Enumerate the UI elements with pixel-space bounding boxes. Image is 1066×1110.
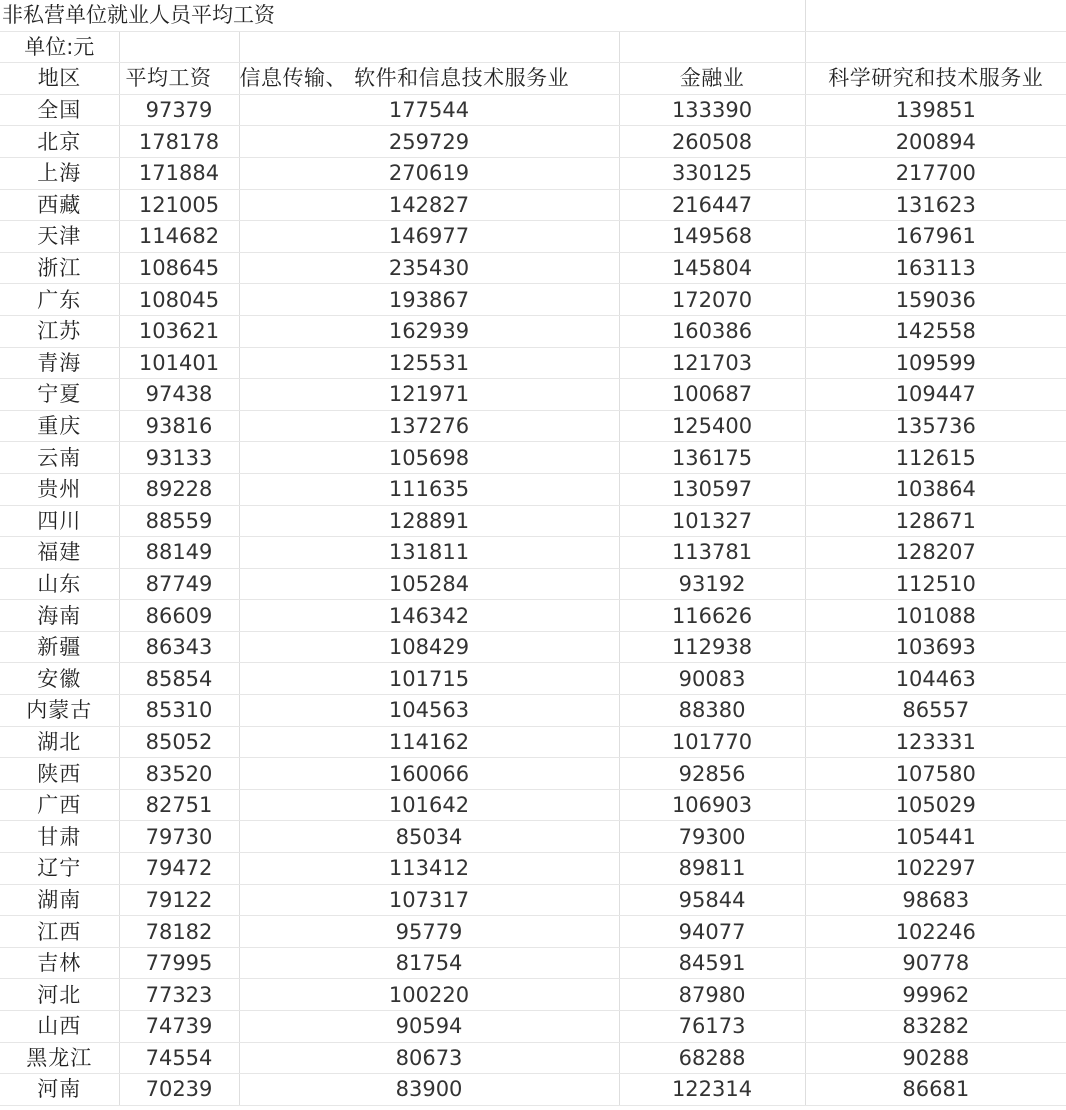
finance-cell[interactable]: 92856	[619, 758, 805, 790]
average-wage-cell[interactable]: 114682	[119, 221, 239, 253]
science-tech-cell[interactable]: 139851	[805, 94, 1066, 126]
finance-cell[interactable]: 122314	[619, 1074, 805, 1106]
average-wage-cell[interactable]: 108045	[119, 284, 239, 316]
science-tech-cell[interactable]: 159036	[805, 284, 1066, 316]
finance-cell[interactable]: 106903	[619, 789, 805, 821]
average-wage-cell[interactable]: 85854	[119, 663, 239, 695]
finance-cell[interactable]: 93192	[619, 568, 805, 600]
table-row	[0, 663, 1066, 695]
average-wage-cell[interactable]: 79472	[119, 853, 239, 885]
region-cell[interactable]: 宁夏	[0, 379, 119, 411]
science-tech-cell[interactable]: 128207	[805, 537, 1066, 569]
science-tech-cell[interactable]: 200894	[805, 126, 1066, 158]
table-row	[0, 631, 1066, 663]
region-cell[interactable]: 山东	[0, 568, 119, 600]
average-wage-cell[interactable]: 74739	[119, 1011, 239, 1043]
region-cell[interactable]: 四川	[0, 505, 119, 537]
table-row	[0, 94, 1066, 126]
region-cell[interactable]: 贵州	[0, 473, 119, 505]
finance-cell[interactable]: 136175	[619, 442, 805, 474]
unit-row	[0, 31, 1066, 63]
table-row	[0, 473, 1066, 505]
it-services-cell[interactable]: 121971	[239, 379, 619, 411]
science-tech-cell[interactable]: 112615	[805, 442, 1066, 474]
table-row	[0, 537, 1066, 569]
finance-cell[interactable]: 94077	[619, 916, 805, 948]
table-row	[0, 853, 1066, 885]
finance-cell[interactable]: 133390	[619, 94, 805, 126]
empty-cell[interactable]	[805, 31, 1066, 63]
science-tech-cell[interactable]: 101088	[805, 600, 1066, 632]
header-science-tech[interactable]: 科学研究和技术服务业	[805, 63, 1066, 95]
average-wage-cell[interactable]: 97438	[119, 379, 239, 411]
it-services-cell[interactable]: 259729	[239, 126, 619, 158]
header-it-services[interactable]: 信息传输、 软件和信息技术服务业	[239, 63, 619, 95]
it-services-cell[interactable]: 177544	[239, 94, 619, 126]
finance-cell[interactable]: 112938	[619, 631, 805, 663]
it-services-cell[interactable]: 104563	[239, 695, 619, 727]
finance-cell[interactable]: 149568	[619, 221, 805, 253]
it-services-cell[interactable]: 101715	[239, 663, 619, 695]
table-row	[0, 1042, 1066, 1074]
region-cell[interactable]: 福建	[0, 537, 119, 569]
region-cell[interactable]: 河南	[0, 1074, 119, 1106]
header-finance[interactable]: 金融业	[619, 63, 805, 95]
finance-cell[interactable]: 216447	[619, 189, 805, 221]
it-services-cell[interactable]: 146977	[239, 221, 619, 253]
science-tech-cell[interactable]: 112510	[805, 568, 1066, 600]
it-services-cell[interactable]: 125531	[239, 347, 619, 379]
table-row	[0, 379, 1066, 411]
region-cell[interactable]: 云南	[0, 442, 119, 474]
science-tech-cell[interactable]: 90778	[805, 947, 1066, 979]
region-cell[interactable]: 江西	[0, 916, 119, 948]
it-services-cell[interactable]: 90594	[239, 1011, 619, 1043]
header-average-wage[interactable]: 平均工资	[119, 63, 239, 95]
science-tech-cell[interactable]: 109599	[805, 347, 1066, 379]
it-services-cell[interactable]: 105698	[239, 442, 619, 474]
it-services-cell[interactable]: 235430	[239, 252, 619, 284]
table-row	[0, 284, 1066, 316]
science-tech-cell[interactable]: 128671	[805, 505, 1066, 537]
table-row	[0, 695, 1066, 727]
table-row	[0, 157, 1066, 189]
table-row	[0, 505, 1066, 537]
average-wage-cell[interactable]: 70239	[119, 1074, 239, 1106]
finance-cell[interactable]: 87980	[619, 979, 805, 1011]
science-tech-cell[interactable]: 107580	[805, 758, 1066, 790]
science-tech-cell[interactable]: 86557	[805, 695, 1066, 727]
finance-cell[interactable]: 88380	[619, 695, 805, 727]
science-tech-cell[interactable]: 104463	[805, 663, 1066, 695]
empty-cell[interactable]	[805, 0, 1066, 31]
science-tech-cell[interactable]: 167961	[805, 221, 1066, 253]
table-row	[0, 126, 1066, 158]
empty-cell[interactable]	[619, 0, 805, 31]
science-tech-cell[interactable]: 86681	[805, 1074, 1066, 1106]
region-cell[interactable]: 广东	[0, 284, 119, 316]
science-tech-cell[interactable]: 105029	[805, 789, 1066, 821]
table-row	[0, 252, 1066, 284]
science-tech-cell[interactable]: 83282	[805, 1011, 1066, 1043]
average-wage-cell[interactable]: 101401	[119, 347, 239, 379]
science-tech-cell[interactable]: 102297	[805, 853, 1066, 885]
table-row	[0, 600, 1066, 632]
average-wage-cell[interactable]: 88559	[119, 505, 239, 537]
finance-cell[interactable]: 79300	[619, 821, 805, 853]
header-region[interactable]: 地区	[0, 63, 119, 95]
table-row	[0, 410, 1066, 442]
sheet-title[interactable]: 非私营单位就业人员平均工资	[0, 0, 619, 31]
region-cell[interactable]: 天津	[0, 221, 119, 253]
it-services-cell[interactable]: 137276	[239, 410, 619, 442]
it-services-cell[interactable]: 95779	[239, 916, 619, 948]
science-tech-cell[interactable]: 103864	[805, 473, 1066, 505]
average-wage-cell[interactable]: 79730	[119, 821, 239, 853]
science-tech-cell[interactable]: 142558	[805, 315, 1066, 347]
science-tech-cell[interactable]: 105441	[805, 821, 1066, 853]
average-wage-cell[interactable]: 85052	[119, 726, 239, 758]
average-wage-cell[interactable]: 77323	[119, 979, 239, 1011]
finance-cell[interactable]: 160386	[619, 315, 805, 347]
it-services-cell[interactable]: 193867	[239, 284, 619, 316]
table-row	[0, 1011, 1066, 1043]
finance-cell[interactable]: 121703	[619, 347, 805, 379]
it-services-cell[interactable]: 128891	[239, 505, 619, 537]
finance-cell[interactable]: 90083	[619, 663, 805, 695]
table-row	[0, 347, 1066, 379]
science-tech-cell[interactable]: 98683	[805, 884, 1066, 916]
it-services-cell[interactable]: 114162	[239, 726, 619, 758]
region-cell[interactable]: 新疆	[0, 631, 119, 663]
average-wage-cell[interactable]: 88149	[119, 537, 239, 569]
average-wage-cell[interactable]: 86609	[119, 600, 239, 632]
average-wage-cell[interactable]: 86343	[119, 631, 239, 663]
table-row	[0, 821, 1066, 853]
it-services-cell[interactable]: 85034	[239, 821, 619, 853]
region-cell[interactable]: 河北	[0, 979, 119, 1011]
average-wage-cell[interactable]: 93133	[119, 442, 239, 474]
finance-cell[interactable]: 113781	[619, 537, 805, 569]
science-tech-cell[interactable]: 99962	[805, 979, 1066, 1011]
empty-cell[interactable]	[119, 31, 239, 63]
table-row	[0, 947, 1066, 979]
science-tech-cell[interactable]: 102246	[805, 916, 1066, 948]
region-cell[interactable]: 陕西	[0, 758, 119, 790]
finance-cell[interactable]: 330125	[619, 157, 805, 189]
it-services-cell[interactable]: 101642	[239, 789, 619, 821]
average-wage-cell[interactable]: 74554	[119, 1042, 239, 1074]
finance-cell[interactable]: 101770	[619, 726, 805, 758]
empty-cell[interactable]	[239, 31, 619, 63]
finance-cell[interactable]: 125400	[619, 410, 805, 442]
it-services-cell[interactable]: 160066	[239, 758, 619, 790]
table-row	[0, 1074, 1066, 1106]
table-row	[0, 315, 1066, 347]
it-services-cell[interactable]: 162939	[239, 315, 619, 347]
table-row	[0, 442, 1066, 474]
average-wage-cell[interactable]: 89228	[119, 473, 239, 505]
finance-cell[interactable]: 101327	[619, 505, 805, 537]
finance-cell[interactable]: 260508	[619, 126, 805, 158]
science-tech-cell[interactable]: 103693	[805, 631, 1066, 663]
average-wage-cell[interactable]: 78182	[119, 916, 239, 948]
average-wage-cell[interactable]: 121005	[119, 189, 239, 221]
average-wage-cell[interactable]: 103621	[119, 315, 239, 347]
table-row	[0, 726, 1066, 758]
science-tech-cell[interactable]: 109447	[805, 379, 1066, 411]
average-wage-cell[interactable]: 97379	[119, 94, 239, 126]
region-cell[interactable]: 青海	[0, 347, 119, 379]
finance-cell[interactable]: 100687	[619, 379, 805, 411]
average-wage-cell[interactable]: 171884	[119, 157, 239, 189]
title-row	[0, 0, 1066, 31]
table-row	[0, 789, 1066, 821]
region-cell[interactable]: 安徽	[0, 663, 119, 695]
region-cell[interactable]: 黑龙江	[0, 1042, 119, 1074]
region-cell[interactable]: 广西	[0, 789, 119, 821]
table-row	[0, 221, 1066, 253]
table-row	[0, 758, 1066, 790]
average-wage-cell[interactable]: 87749	[119, 568, 239, 600]
science-tech-cell[interactable]: 90288	[805, 1042, 1066, 1074]
average-wage-cell[interactable]: 108645	[119, 252, 239, 284]
table-row	[0, 568, 1066, 600]
region-cell[interactable]: 湖南	[0, 884, 119, 916]
it-services-cell[interactable]: 108429	[239, 631, 619, 663]
region-cell[interactable]: 西藏	[0, 189, 119, 221]
it-services-cell[interactable]: 107317	[239, 884, 619, 916]
region-cell[interactable]: 全国	[0, 94, 119, 126]
region-cell[interactable]: 山西	[0, 1011, 119, 1043]
region-cell[interactable]: 北京	[0, 126, 119, 158]
region-cell[interactable]: 甘肃	[0, 821, 119, 853]
header-row	[0, 63, 1066, 95]
table-row	[0, 979, 1066, 1011]
average-wage-cell[interactable]: 93816	[119, 410, 239, 442]
finance-cell[interactable]: 76173	[619, 1011, 805, 1043]
finance-cell[interactable]: 89811	[619, 853, 805, 885]
science-tech-cell[interactable]: 131623	[805, 189, 1066, 221]
region-cell[interactable]: 重庆	[0, 410, 119, 442]
it-services-cell[interactable]: 105284	[239, 568, 619, 600]
average-wage-cell[interactable]: 178178	[119, 126, 239, 158]
region-cell[interactable]: 辽宁	[0, 853, 119, 885]
finance-cell[interactable]: 172070	[619, 284, 805, 316]
finance-cell[interactable]: 116626	[619, 600, 805, 632]
it-services-cell[interactable]: 81754	[239, 947, 619, 979]
table-row	[0, 189, 1066, 221]
it-services-cell[interactable]: 131811	[239, 537, 619, 569]
finance-cell[interactable]: 68288	[619, 1042, 805, 1074]
average-wage-cell[interactable]: 79122	[119, 884, 239, 916]
unit-label[interactable]: 单位:元	[0, 31, 119, 63]
science-tech-cell[interactable]: 163113	[805, 252, 1066, 284]
region-cell[interactable]: 吉林	[0, 947, 119, 979]
science-tech-cell[interactable]: 135736	[805, 410, 1066, 442]
it-services-cell[interactable]: 146342	[239, 600, 619, 632]
finance-cell[interactable]: 95844	[619, 884, 805, 916]
finance-cell[interactable]: 84591	[619, 947, 805, 979]
finance-cell[interactable]: 145804	[619, 252, 805, 284]
it-services-cell[interactable]: 111635	[239, 473, 619, 505]
it-services-cell[interactable]: 83900	[239, 1074, 619, 1106]
region-cell[interactable]: 江苏	[0, 315, 119, 347]
average-wage-cell[interactable]: 77995	[119, 947, 239, 979]
it-services-cell[interactable]: 270619	[239, 157, 619, 189]
average-wage-cell[interactable]: 83520	[119, 758, 239, 790]
region-cell[interactable]: 湖北	[0, 726, 119, 758]
region-cell[interactable]: 上海	[0, 157, 119, 189]
region-cell[interactable]: 内蒙古	[0, 695, 119, 727]
it-services-cell[interactable]: 80673	[239, 1042, 619, 1074]
it-services-cell[interactable]: 142827	[239, 189, 619, 221]
science-tech-cell[interactable]: 123331	[805, 726, 1066, 758]
table-row	[0, 916, 1066, 948]
average-wage-cell[interactable]: 82751	[119, 789, 239, 821]
finance-cell[interactable]: 130597	[619, 473, 805, 505]
it-services-cell[interactable]: 113412	[239, 853, 619, 885]
it-services-cell[interactable]: 100220	[239, 979, 619, 1011]
average-wage-cell[interactable]: 85310	[119, 695, 239, 727]
science-tech-cell[interactable]: 217700	[805, 157, 1066, 189]
table-row	[0, 884, 1066, 916]
empty-cell[interactable]	[619, 31, 805, 63]
region-cell[interactable]: 浙江	[0, 252, 119, 284]
region-cell[interactable]: 海南	[0, 600, 119, 632]
